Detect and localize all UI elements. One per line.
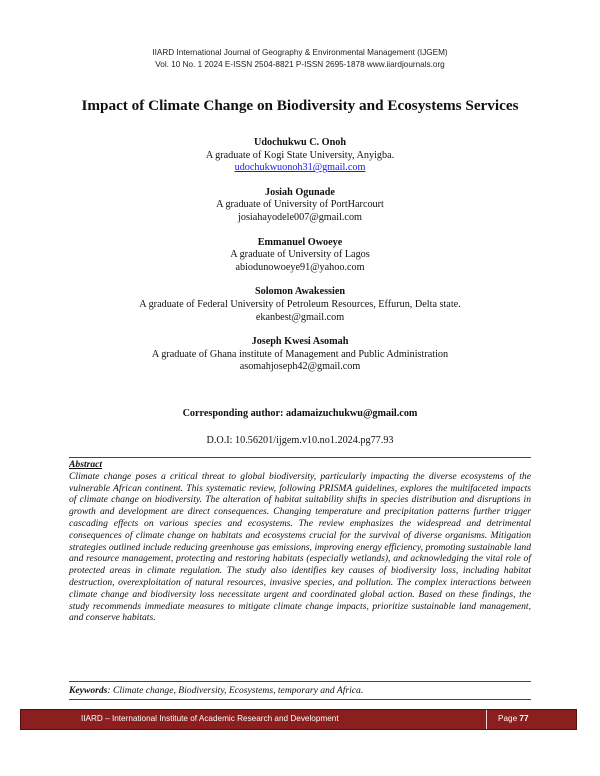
abstract-heading: Abstract (69, 459, 103, 470)
journal-name: IIARD International Journal of Geography & Environmental Management (IJGEM) (152, 48, 448, 57)
author-block (0, 137, 600, 175)
author-block (0, 336, 600, 374)
author-name: Emmanuel Owoeye (257, 236, 343, 248)
author-email: ekanbest@gmail.com (255, 311, 345, 323)
keywords-text: : Climate change, Biodiversity, Ecosystems, temporary and Africa. (107, 685, 364, 696)
keywords-line (69, 685, 531, 696)
footer-page-number: 77 (519, 714, 529, 723)
divider-top (69, 457, 531, 458)
journal-volume-info: Vol. 10 No. 1 2024 E-ISSN 2504-8821 P-ISSN 2695-1878 www.iiardjournals.org (155, 60, 445, 69)
author-block (0, 237, 600, 275)
author-email: asomahjoseph42@gmail.com (239, 361, 361, 373)
footer-page (498, 714, 529, 723)
author-email: abiodunowoeye91@yahoo.com (235, 261, 365, 273)
corresponding-author: Corresponding author: adamaizuchukwu@gmail.com (182, 408, 418, 419)
author-name: Joseph Kwesi Asomah (251, 336, 349, 348)
footer-divider (486, 710, 487, 729)
author-affiliation: A graduate of University of Lagos (230, 249, 370, 261)
author-name: Josiah Ogunade (265, 186, 335, 198)
footer-page-label: Page (498, 714, 518, 723)
divider-bottom (69, 699, 531, 700)
abstract-section (69, 459, 531, 624)
page-footer (20, 709, 577, 730)
divider-mid (69, 681, 531, 682)
author-block (0, 286, 600, 324)
paper-title: Impact of Climate Change on Biodiversity and Ecosystems Services (81, 97, 519, 114)
author-list (0, 137, 600, 386)
author-affiliation: A graduate of Federal University of Petroleum Resources, Effurun, Delta state. (139, 298, 461, 310)
journal-header (0, 47, 600, 71)
author-affiliation: A graduate of University of PortHarcourt (216, 199, 384, 211)
keywords-label: Keywords (69, 685, 108, 696)
author-affiliation: A graduate of Ghana institute of Management and Public Administration (151, 348, 449, 360)
abstract-body: Climate change poses a critical threat to global biodiversity, particularly impacting the diverse ecosystems of the vulnerable African continent. This systematic review, following PRISMA guidelines, explores the multifaceted impacts of climate change on biodiversity. The alteration of habitat suitability shifts in species distribution and disruptions in growth and development are direct consequences. Changing temperature and precipitation patterns further trigger cascading effects on various species and ecosystems. The review emphasizes the widespread and detrimental consequences of climate change on habitats and ecosystems crucial for the survival of diverse organisms. Mitigation strategies outlined include reducing greenhouse gas emissions, improving energy efficiency, promoting sustainable land and resource management, protecting and restoring habitats (especially wetlands), and acknowledging the vital role of protected areas in climate regulation. The study also identifies key causes of biodiversity loss, including habitat destruction, overexploitation of natural resources, invasive species, and pollution. The complex interactions between climate change and biodiversity loss necessitate urgent and coordinated global action. Based on these findings, the study recommends immediate measures to mitigate climate change impacts, prioritize sustainable land management, and conserve habitats. (69, 470, 531, 624)
author-email: josiahayodele007@gmail.com (238, 211, 362, 223)
doi: D.O.I: 10.56201/ijgem.v10.no1.2024.pg77.93 (206, 435, 394, 446)
author-name: Udochukwu C. Onoh (253, 137, 346, 148)
author-email-link[interactable]: udochukwuonoh31@gmail.com (234, 162, 366, 174)
author-affiliation: A graduate of Kogi State University, Anyigba. (205, 149, 395, 161)
author-block (0, 187, 600, 225)
author-name: Solomon Awakessien (254, 286, 346, 298)
footer-publisher: IIARD – International Institute of Academic Research and Development (81, 714, 339, 723)
